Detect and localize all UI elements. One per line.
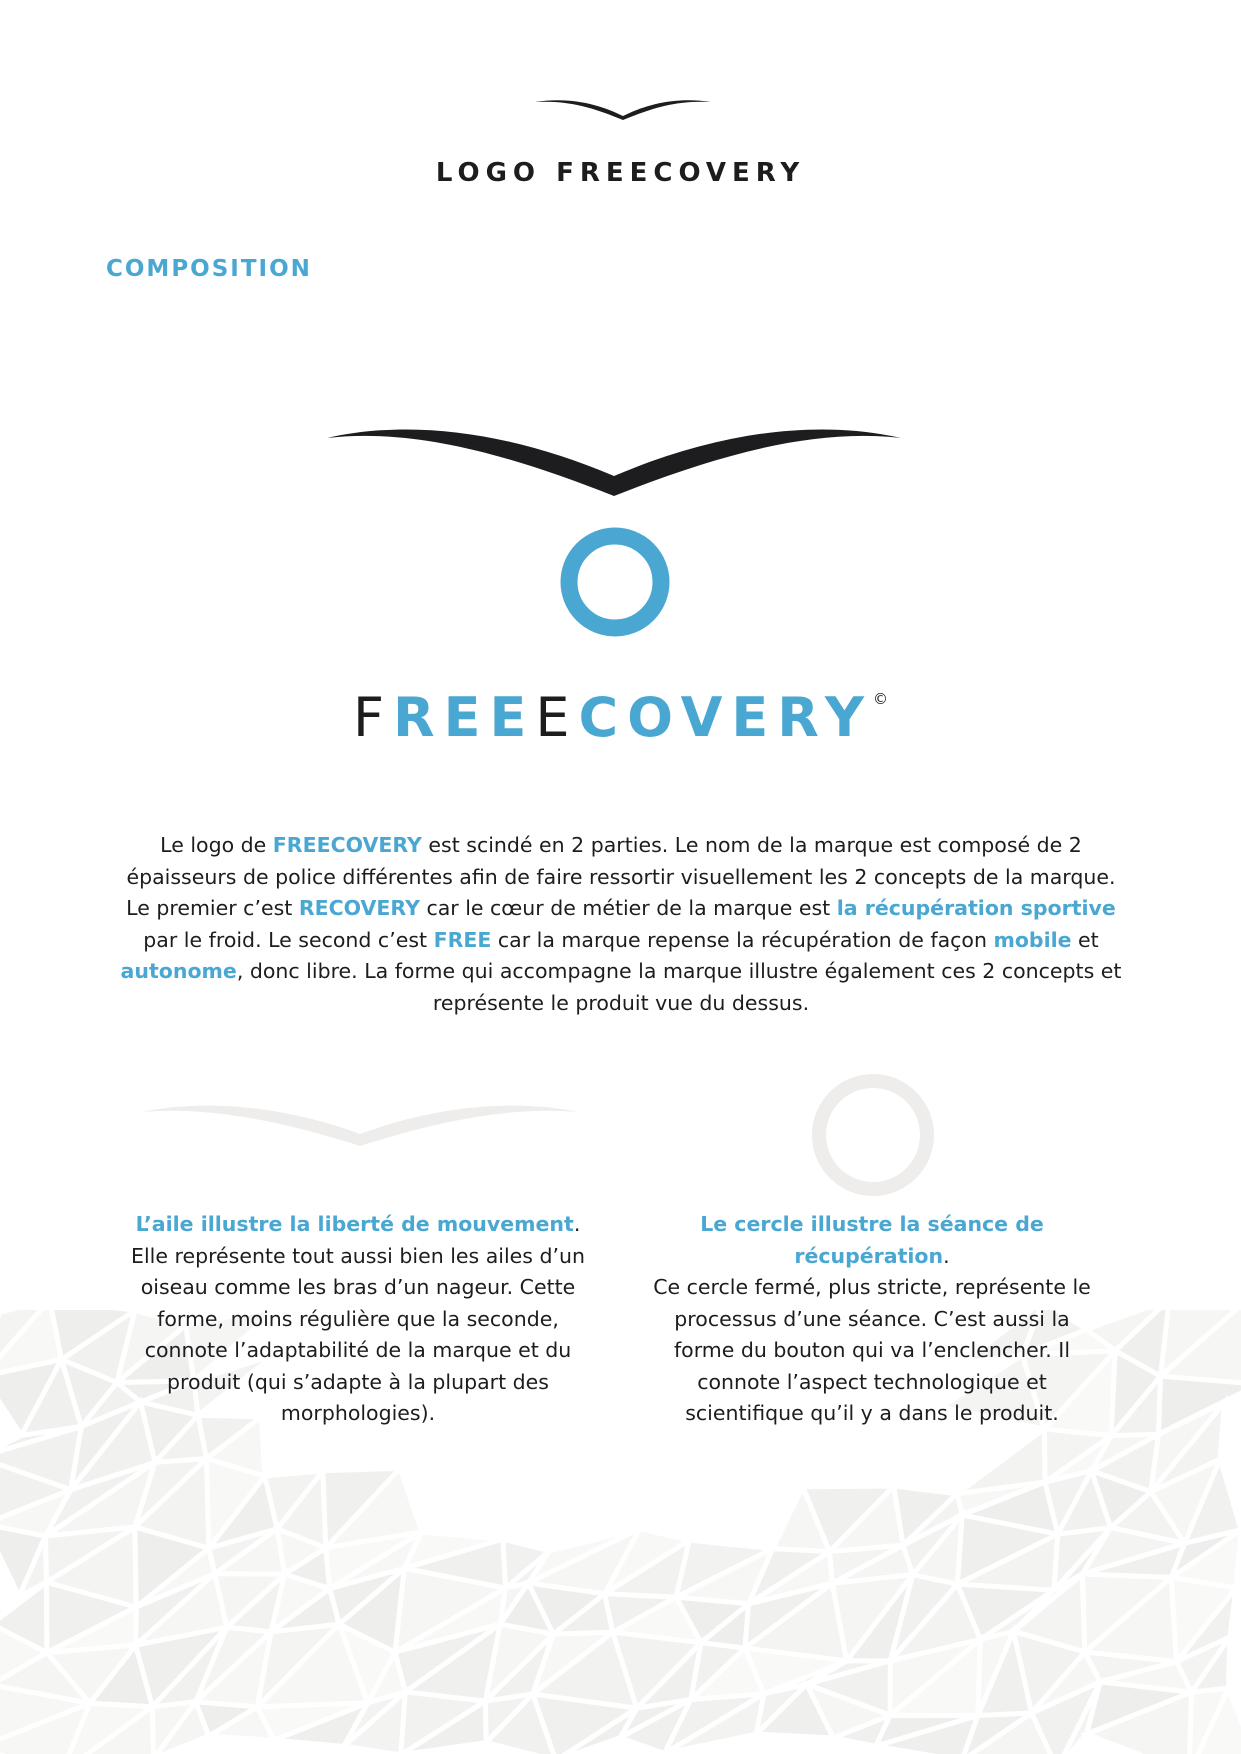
intro-paragraph: Le logo de FREECOVERY est scindé en 2 parties. Le nom de la marque est composé de 2 épaisseurs de police différentes afin de faire ressortir visuellement les 2 concepts de la marque. Le premier c’est RECOVERY car le cœur de métier de la marque est la récupération sportive par le froid. Le second c’est FREE car la marque repense la récupération de façon mobile et autonome, donc libre. La forme qui accompagne la marque illustre également ces 2 concepts et représente le produit vue du dessus. (120, 833, 1122, 1015)
wing-illustration-icon (140, 1100, 580, 1160)
wing-logo-icon (325, 424, 903, 502)
circle-description: Le cercle illustre la séance de récupération. Ce cercle fermé, plus stricte, représente le processus d’une séance. C’est aussi la forme du bouton qui va l’enclencher. Il connote l’aspect technologique et scientifique qu’il y a dans le produit. (653, 1212, 1091, 1425)
section-title: COMPOSITION (106, 256, 312, 282)
page-title: LOGO FREECOVERY (435, 158, 806, 188)
wordmark-light-part-2: E (535, 686, 579, 749)
wordmark-bold-part: REE (393, 686, 536, 749)
highlight-recuperation: la récupération sportive (836, 896, 1116, 920)
wordmark-bold-part-2: COVERY (578, 686, 874, 749)
highlight-brand: FREECOVERY (272, 833, 422, 857)
copyright-mark: © (873, 690, 889, 708)
circle-heading: Le cercle illustre la séance de récupération (700, 1212, 1044, 1268)
highlight-recovery: RECOVERY (298, 896, 420, 920)
highlight-mobile: mobile (993, 927, 1072, 952)
circle-logo-icon (560, 527, 670, 637)
wing-logo-small-icon (533, 96, 713, 126)
wordmark-light-part: F (352, 686, 394, 749)
wing-description: L’aile illustre la liberté de mouvement. Elle représente tout aussi bien les ailes d’un oiseau comme les bras d’un nageur. Cette forme, moins régulière que la seconde, connote l’adaptabilité de la marque et du produit (qui s’adapte à la plupart des morphologies). (131, 1212, 585, 1425)
brand-wordmark (0, 664, 1241, 753)
wing-body: Elle représente tout aussi bien les ailes d’un oiseau comme les bras d’un nageur. Cette forme, moins régulière que la seconde, connote l’adaptabilité de la marque et du produit (qui s’adapte à la plupart des morphologies). (131, 1243, 585, 1425)
wing-heading: L’aile illustre la liberté de mouvement (135, 1212, 574, 1236)
highlight-autonome: autonome (120, 959, 237, 983)
circle-body: Ce cercle fermé, plus stricte, représente le processus d’une séance. C’est aussi la forme du bouton qui va l’enclencher. Il connote l’aspect technologique et scientifique qu’il y a dans le produit. (653, 1275, 1091, 1425)
circle-illustration-icon (810, 1072, 936, 1198)
highlight-free: FREE (433, 927, 492, 952)
